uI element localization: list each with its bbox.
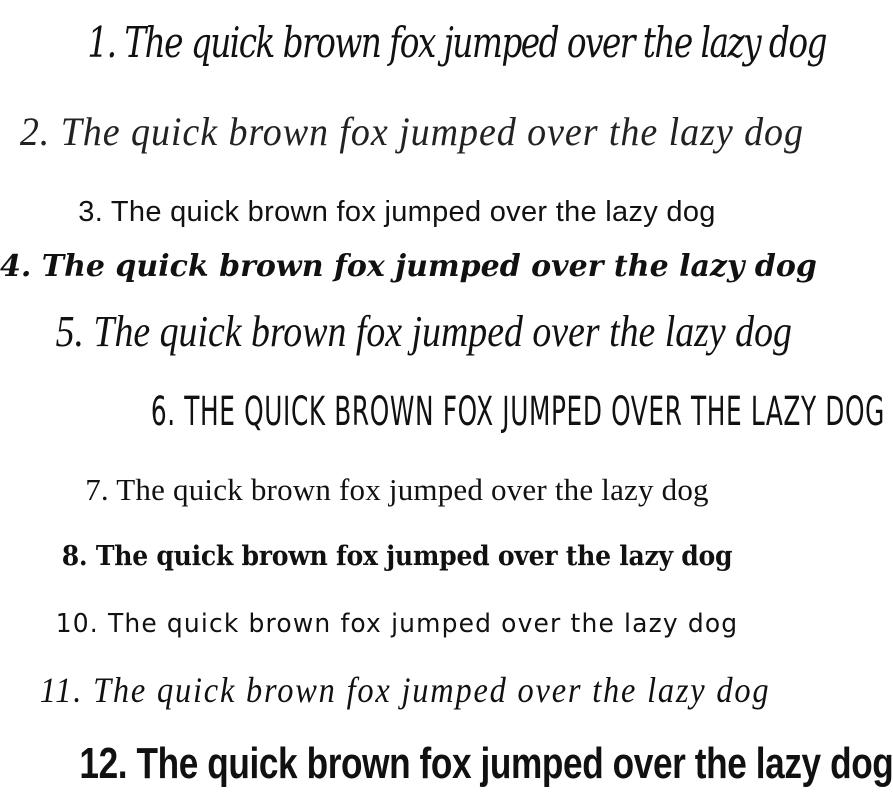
font-sample-6: 6. THE QUICK BROWN FOX JUMPED OVER THE LAZY DOG xyxy=(150,389,885,435)
font-sample-10: 10. The quick brown fox jumped over the lazy dog xyxy=(55,609,739,639)
font-sample-7: 7. The quick brown fox jumped over the lazy dog xyxy=(85,472,709,507)
font-sample-11: 11. The quick brown fox jumped over the lazy dog xyxy=(39,670,771,710)
font-sample-5: 5. The quick brown fox jumped over the lazy dog xyxy=(55,307,792,356)
font-sample-1: 1. The quick brown fox jumped over the lazy dog xyxy=(87,18,826,67)
font-sample-2: 2. The quick brown fox jumped over the lazy dog xyxy=(19,109,804,154)
font-sample-4: 4. The quick brown fox jumped over the lazy dog xyxy=(0,249,817,284)
font-sample-12: 12. The quick brown fox jumped over the lazy dog xyxy=(79,739,893,788)
font-sample-3: 3. The quick brown fox jumped over the lazy dog xyxy=(78,196,716,228)
font-sample-8: 8. The quick brown fox jumped over the lazy dog xyxy=(61,541,733,572)
